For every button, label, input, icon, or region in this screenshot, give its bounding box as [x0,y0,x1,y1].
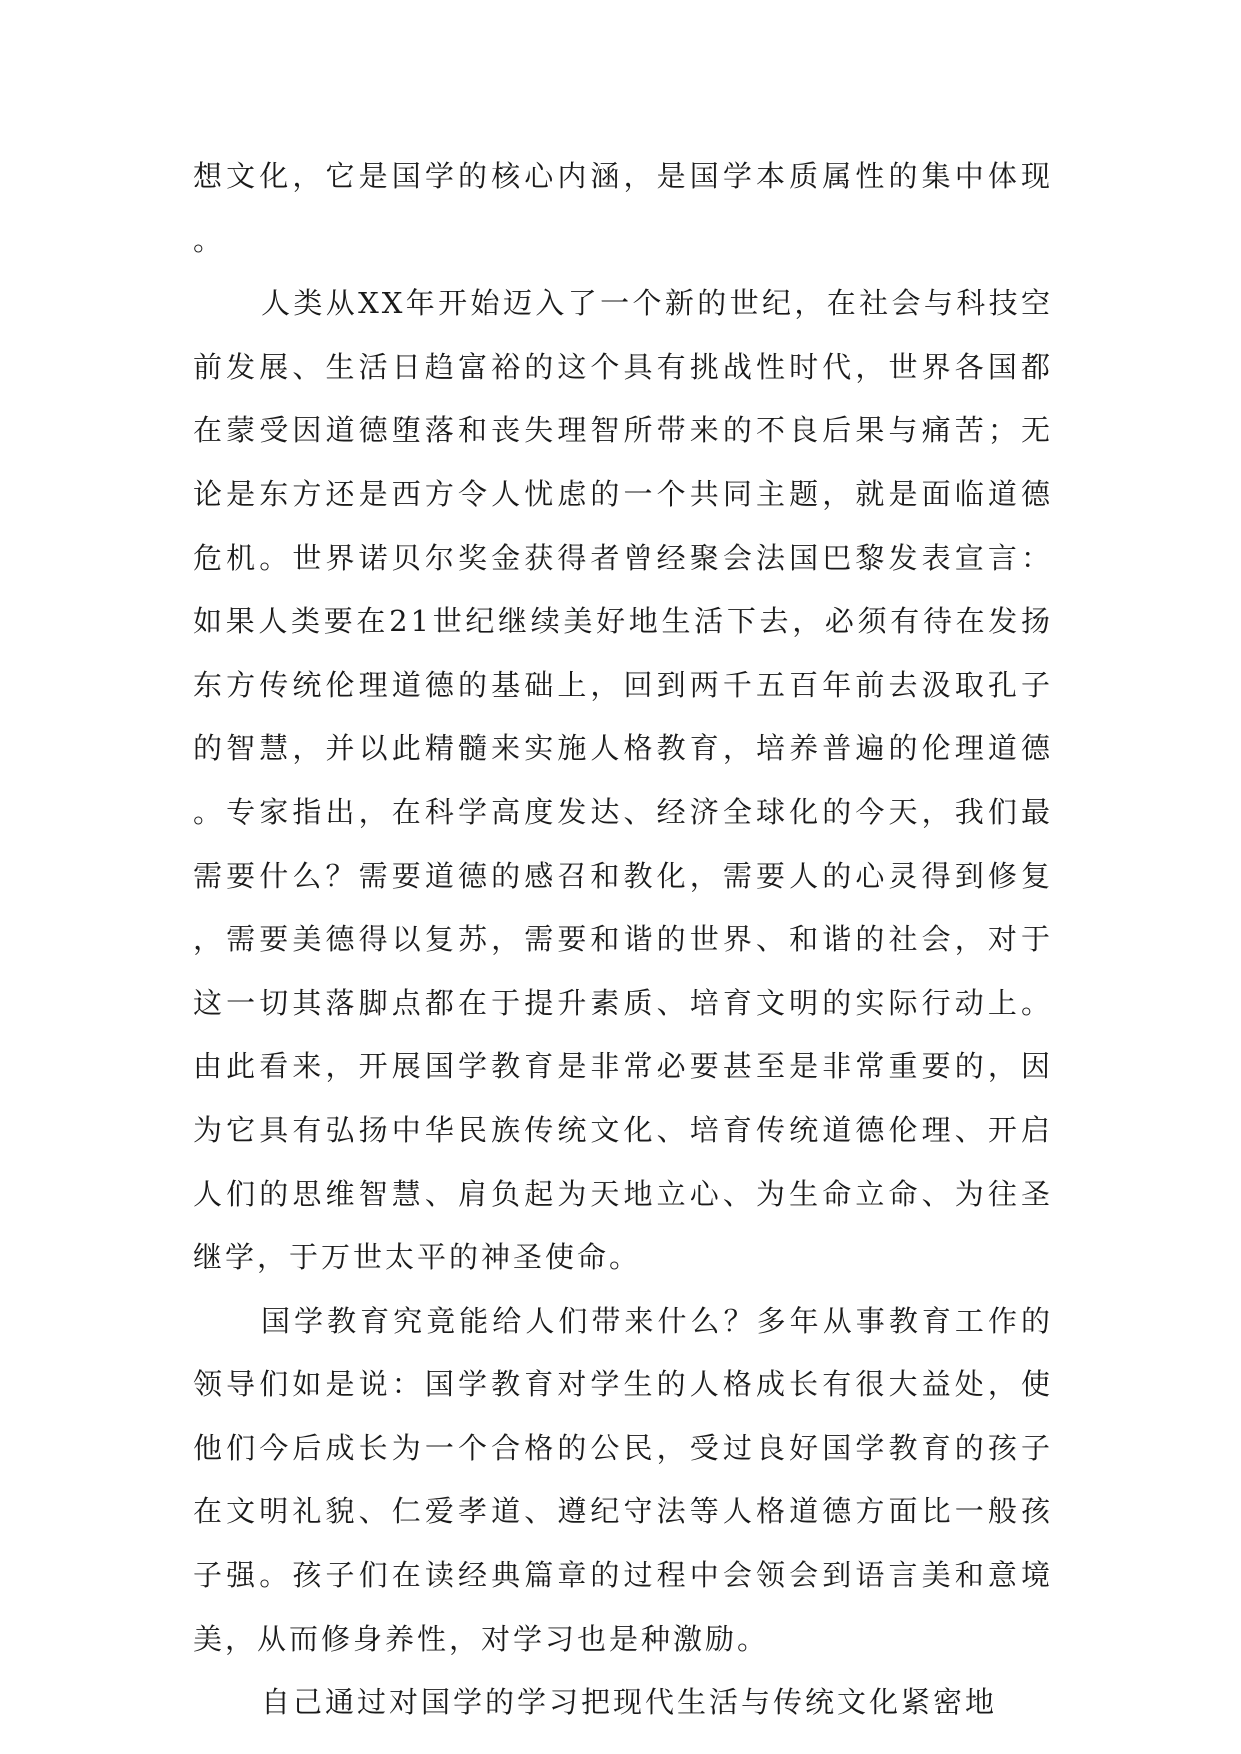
paragraph: 国学教育究竟能给人们带来什么？多年从事教育工作的领导们如是说：国学教育对学生的人格成长有很大益处，使他们今后成长为一个合格的公民，受过良好国学教育的孩子在文明礼貌、仁爱孝道、遵纪守法等人格道德方面比一般孩子强。孩子们在读经典篇章的过程中会领会到语言美和意境美，从而修身养性，对学习也是种激励。 [193,1303,1053,1656]
document-body [193,145,1053,1735]
paragraph-continued: 想文化，它是国学的核心内涵，是国学本质属性的集中体现。 [193,159,1053,257]
paragraph: 自己通过对国学的学习把现代生活与传统文化紧密地 [261,1685,998,1720]
paragraph: 人类从XX年开始迈入了一个新的世纪，在社会与科技空前发展、生活日趋富裕的这个具有挑战性时代，世界各国都在蒙受因道德堕落和丧失理智所带来的不良后果与痛苦；无论是东方还是西方令人忧虑的一个共同主题，就是面临道德危机。世界诺贝尔奖金获得者曾经聚会法国巴黎发表宣言：如果人类要在21世纪继续美好地生活下去，必须有待在发扬东方传统伦理道德的基础上，回到两千五百年前去汲取孔子的智慧，并以此精髓来实施人格教育，培养普遍的伦理道德。专家指出，在科学高度发达、经济全球化的今天，我们最需要什么？需要道德的感召和教化，需要人的心灵得到修复，需要美德得以复苏，需要和谐的世界、和谐的社会，对于这一切其落脚点都在于提升素质、培育文明的实际行动上。由此看来，开展国学教育是非常必要甚至是非常重要的，因为它具有弘扬中华民族传统文化、培育传统道德伦理、开启人们的思维智慧、肩负起为天地立心、为生命立命、为往圣继学，于万世太平的神圣使命。 [193,286,1053,1275]
